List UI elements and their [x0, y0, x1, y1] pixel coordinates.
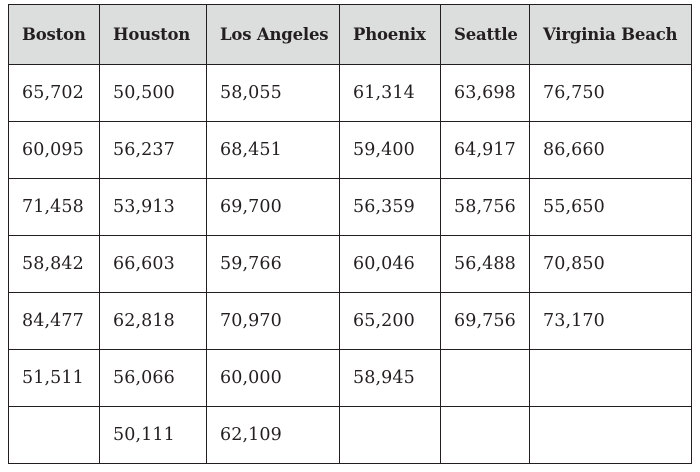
table-cell: 58,945 — [340, 350, 441, 407]
table-cell: 76,750 — [530, 65, 692, 122]
table-cell: 58,842 — [9, 236, 100, 293]
column-header-phoenix: Phoenix — [340, 5, 441, 65]
table-cell — [441, 407, 530, 464]
table-cell: 56,237 — [100, 122, 207, 179]
table-cell: 60,095 — [9, 122, 100, 179]
table-cell: 60,000 — [207, 350, 340, 407]
table-cell — [340, 407, 441, 464]
table-cell: 50,111 — [100, 407, 207, 464]
table-cell: 71,458 — [9, 179, 100, 236]
table-cell: 84,477 — [9, 293, 100, 350]
column-header-boston: Boston — [9, 5, 100, 65]
table-cell: 56,359 — [340, 179, 441, 236]
table-cell: 53,913 — [100, 179, 207, 236]
salary-table — [8, 4, 692, 464]
table-cell: 62,109 — [207, 407, 340, 464]
table-cell: 70,970 — [207, 293, 340, 350]
table-cell: 69,756 — [441, 293, 530, 350]
column-header-seattle: Seattle — [441, 5, 530, 65]
table-cell: 50,500 — [100, 65, 207, 122]
table-cell: 86,660 — [530, 122, 692, 179]
column-header-los-angeles: Los Angeles — [207, 5, 340, 65]
table-cell: 65,702 — [9, 65, 100, 122]
table-body — [9, 65, 692, 464]
header-row — [9, 5, 692, 65]
table-row — [9, 350, 692, 407]
table-header — [9, 5, 692, 65]
table-cell: 61,314 — [340, 65, 441, 122]
table-cell: 66,603 — [100, 236, 207, 293]
table-cell: 62,818 — [100, 293, 207, 350]
table-cell — [9, 407, 100, 464]
table-row — [9, 293, 692, 350]
table-cell: 73,170 — [530, 293, 692, 350]
table-cell: 64,917 — [441, 122, 530, 179]
table-cell: 60,046 — [340, 236, 441, 293]
table-cell: 56,066 — [100, 350, 207, 407]
column-header-virginia-beach: Virginia Beach — [530, 5, 692, 65]
table-row — [9, 407, 692, 464]
table-cell: 59,400 — [340, 122, 441, 179]
table-cell: 58,055 — [207, 65, 340, 122]
table-cell: 51,511 — [9, 350, 100, 407]
table-cell: 68,451 — [207, 122, 340, 179]
table-cell: 70,850 — [530, 236, 692, 293]
table-cell — [441, 350, 530, 407]
table-row — [9, 236, 692, 293]
table-row — [9, 122, 692, 179]
table-row — [9, 65, 692, 122]
table-cell: 69,700 — [207, 179, 340, 236]
table-cell — [530, 407, 692, 464]
table-row — [9, 179, 692, 236]
table-cell: 58,756 — [441, 179, 530, 236]
column-header-houston: Houston — [100, 5, 207, 65]
table-cell — [530, 350, 692, 407]
table-cell: 65,200 — [340, 293, 441, 350]
table-cell: 55,650 — [530, 179, 692, 236]
table-cell: 63,698 — [441, 65, 530, 122]
table-cell: 59,766 — [207, 236, 340, 293]
table-cell: 56,488 — [441, 236, 530, 293]
